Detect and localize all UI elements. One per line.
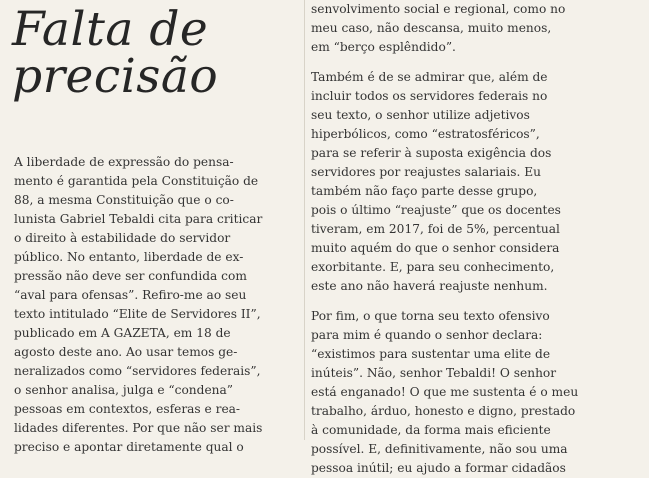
text-line: pessoas em contextos, esferas e rea-: [14, 402, 241, 416]
text-line: servidores por reajustes salariais. Eu: [311, 165, 541, 179]
text-line: “aval para ofensas”. Refiro-me ao seu: [14, 288, 247, 302]
text-line: trabalho, árduo, honesto e digno, prestado: [311, 404, 576, 418]
text-line: tiveram, em 2017, foi de 5%, percentual: [311, 222, 560, 236]
text-line: exorbitante. E, para seu conhecimento,: [311, 260, 555, 274]
text-line: pois o último “reajuste” que os docentes: [311, 203, 561, 217]
text-line: o direito à estabilidade do servidor: [14, 231, 231, 245]
text-line: 88, a mesma Constituição que o co-: [14, 193, 234, 207]
text-line: Por fim, o que torna seu texto ofensivo: [311, 309, 550, 323]
text-line: em “berço esplêndido”.: [311, 40, 456, 54]
text-line: seu texto, o senhor utilize adjetivos: [311, 108, 530, 122]
text-line: inúteis”. Não, senhor Tebaldi! O senhor: [311, 366, 557, 380]
paragraph-gap: [311, 296, 641, 307]
text-line: agosto deste ano. Ao usar temos ge-: [14, 345, 238, 359]
text-line: à comunidade, da forma mais eficiente: [311, 423, 551, 437]
text-line: meu caso, não descansa, muito menos,: [311, 21, 552, 35]
text-line: também não faço parte desse grupo,: [311, 184, 538, 198]
text-line: “existimos para sustentar uma elite de: [311, 347, 551, 361]
text-line: A liberdade de expressão do pensa-: [14, 155, 234, 169]
column-divider: [304, 0, 305, 440]
right-column: [311, 0, 641, 478]
title-line: precisão: [12, 49, 219, 104]
text-line: pessoa inútil; eu ajudo a formar cidadãos: [311, 461, 566, 475]
text-line: senvolvimento social e regional, como no: [311, 2, 566, 16]
text-line: possível. E, definitivamente, não sou uma: [311, 442, 568, 456]
text-line: público. No entanto, liberdade de ex-: [14, 250, 244, 264]
text-line: este ano não haverá reajuste nenhum.: [311, 279, 548, 293]
text-line: publicado em A GAZETA, em 18 de: [14, 326, 231, 340]
text-line: para mim é quando o senhor declara:: [311, 328, 543, 342]
text-line: o senhor analisa, julga e “condena”: [14, 383, 234, 397]
text-line: incluir todos os servidores federais no: [311, 89, 548, 103]
text-line: lunista Gabriel Tebaldi cita para criticar: [14, 212, 263, 226]
text-line: muito aquém do que o senhor considera: [311, 241, 560, 255]
left-column: [14, 153, 297, 457]
title-line: Falta de: [12, 2, 209, 57]
text-line: para se referir à suposta exigência dos: [311, 146, 552, 160]
text-line: Também é de se admirar que, além de: [311, 70, 548, 84]
text-line: texto intitulado “Elite de Servidores II”,: [14, 307, 261, 321]
paragraph-gap: [311, 57, 641, 68]
text-line: está enganado! O que me sustenta é o meu: [311, 385, 579, 399]
text-line: mento é garantida pela Constituição de: [14, 174, 259, 188]
text-line: lidades diferentes. Por que não ser mais: [14, 421, 263, 435]
text-line: pressão não deve ser confundida com: [14, 269, 247, 283]
article-title: [12, 2, 292, 104]
text-line: hiperbólicos, como “estratosféricos”,: [311, 127, 540, 141]
text-line: neralizados como “servidores federais”,: [14, 364, 261, 378]
text-line: preciso e apontar diretamente qual o: [14, 440, 244, 454]
